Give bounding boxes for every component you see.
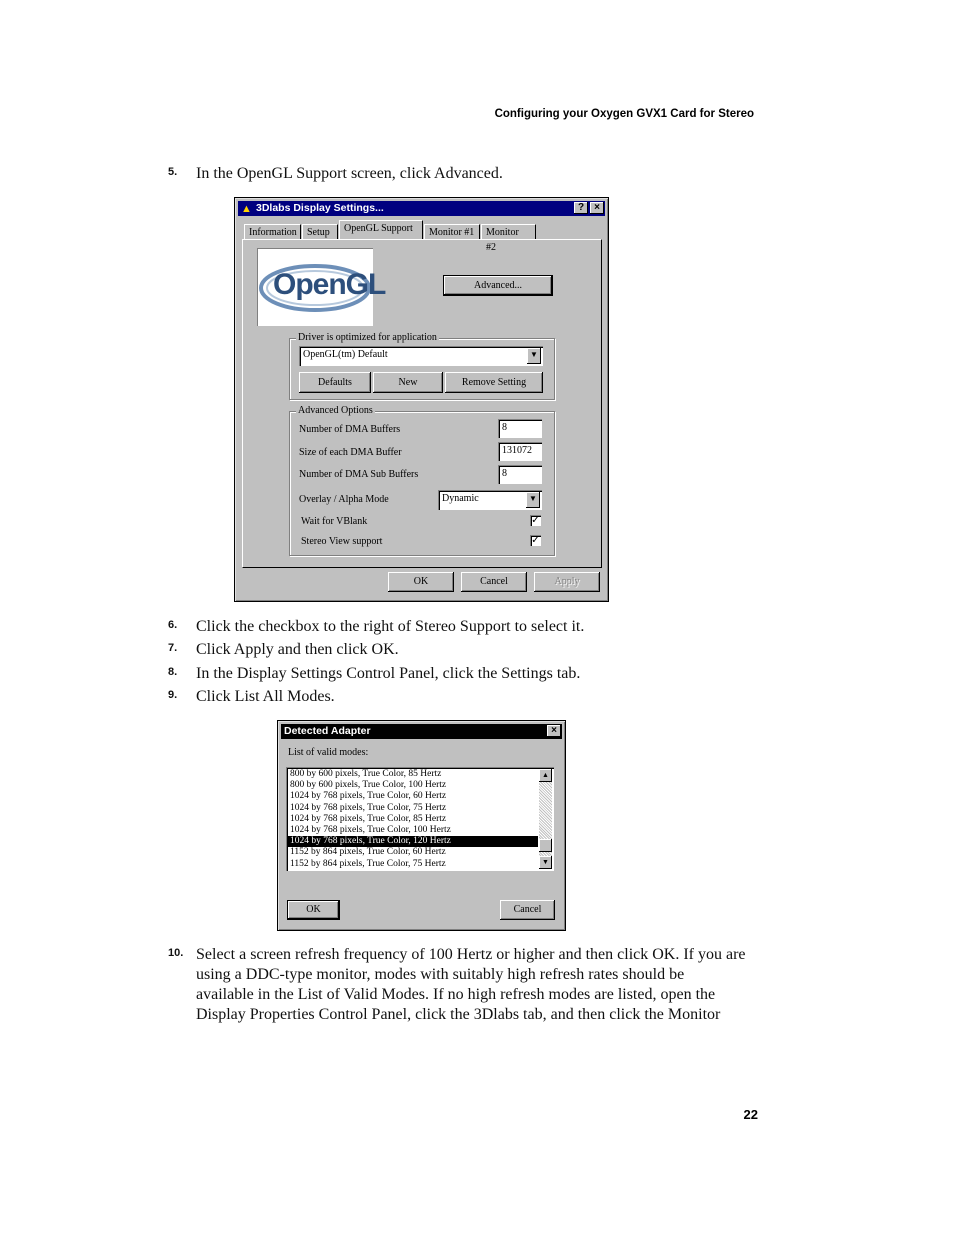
step-text-line: available in the List of Valid Modes. If no high refresh modes are listed, open the xyxy=(196,986,716,1003)
scroll-down-icon[interactable]: ▼ xyxy=(539,856,552,869)
step-number: 5. xyxy=(168,166,178,178)
title-bar xyxy=(238,201,605,216)
list-item[interactable]: 800 by 600 pixels, True Color, 100 Hertz xyxy=(290,780,447,791)
tab-information[interactable]: Information xyxy=(244,224,301,239)
ok-button[interactable]: OK xyxy=(388,572,454,592)
stereo-view-label: Stereo View support xyxy=(301,536,383,547)
step-number: 7. xyxy=(168,642,178,654)
apply-button[interactable]: Apply xyxy=(534,572,600,592)
wait-vblank-checkbox[interactable]: ✓ xyxy=(531,515,540,526)
dma-size-label: Size of each DMA Buffer xyxy=(299,447,402,458)
new-button[interactable]: New xyxy=(373,372,443,393)
valid-modes-list[interactable] xyxy=(286,767,554,871)
step-number: 8. xyxy=(168,666,178,678)
step-text-line: using a DDC-type monitor, modes with suitably high refresh rates should be xyxy=(196,966,685,983)
overlay-mode-label: Overlay / Alpha Mode xyxy=(299,494,389,505)
step-number: 9. xyxy=(168,689,178,701)
help-button[interactable]: ? xyxy=(574,202,588,214)
advanced-button[interactable]: Advanced... xyxy=(443,275,553,296)
list-item[interactable]: 1024 by 768 pixels, True Color, 100 Hertz xyxy=(290,824,451,835)
chevron-down-icon[interactable]: ▼ xyxy=(527,348,541,364)
wait-vblank-label: Wait for VBlank xyxy=(301,516,368,527)
dialog-title: Detected Adapter xyxy=(284,725,371,737)
defaults-button[interactable]: Defaults xyxy=(299,372,371,393)
step-text: Click the checkbox to the right of Stereo Support to select it. xyxy=(196,618,585,635)
cancel-button[interactable]: Cancel xyxy=(461,572,527,592)
valid-modes-label: List of valid modes: xyxy=(288,747,369,758)
logo-text: OpenGL xyxy=(273,268,386,301)
driver-group-label: Driver is optimized for application xyxy=(298,332,437,343)
list-item-selected[interactable]: 1024 by 768 pixels, True Color, 120 Hertz xyxy=(288,836,538,847)
dma-sub-buffers-label: Number of DMA Sub Buffers xyxy=(299,469,419,480)
overlay-mode-select[interactable] xyxy=(438,490,542,510)
tab-monitor-2[interactable]: Monitor #2 xyxy=(481,224,536,239)
title-icon: ▲ xyxy=(241,203,252,215)
step-text: Click Apply and then click OK. xyxy=(196,641,399,658)
running-header: Configuring your Oxygen GVX1 Card for Stereo xyxy=(494,108,754,120)
step-number: 10. xyxy=(168,947,184,959)
step-number: 6. xyxy=(168,619,178,631)
list-item[interactable]: 1024 by 768 pixels, True Color, 60 Hertz xyxy=(290,791,447,802)
list-item[interactable]: 800 by 600 pixels, True Color, 85 Hertz xyxy=(290,769,442,779)
ok-button[interactable]: OK xyxy=(287,900,340,920)
list-item[interactable]: 1024 by 768 pixels, True Color, 85 Hertz xyxy=(290,813,447,824)
page-number: 22 xyxy=(743,1107,758,1122)
dma-size-input[interactable]: 131072 xyxy=(498,442,542,461)
vertical-scrollbar[interactable] xyxy=(539,769,552,869)
remove-setting-button[interactable]: Remove Setting xyxy=(445,372,543,393)
driver-value: OpenGL(tm) Default xyxy=(303,349,388,360)
list-item[interactable]: 1024 by 768 pixels, True Color, 75 Hertz xyxy=(290,802,447,813)
close-button[interactable]: × xyxy=(547,725,561,737)
tab-monitor-1[interactable]: Monitor #1 xyxy=(424,224,480,239)
advanced-options-label: Advanced Options xyxy=(298,405,373,416)
title-bar xyxy=(281,724,562,739)
tab-opengl-support[interactable]: OpenGL Support xyxy=(339,220,423,239)
dialog-title: 3Dlabs Display Settings... xyxy=(256,202,384,214)
cancel-button[interactable]: Cancel xyxy=(500,900,555,920)
stereo-view-checkbox[interactable]: ✓ xyxy=(531,535,540,546)
step-text: Click List All Modes. xyxy=(196,688,335,705)
step-text: In the OpenGL Support screen, click Advanced. xyxy=(196,165,503,182)
list-item[interactable]: 1152 by 864 pixels, True Color, 60 Hertz xyxy=(290,847,446,858)
dma-sub-buffers-input[interactable]: 8 xyxy=(498,465,542,484)
opengl-logo xyxy=(257,248,386,326)
dma-buffers-input[interactable]: 8 xyxy=(498,419,542,438)
scroll-up-icon[interactable]: ▲ xyxy=(539,769,552,782)
tab-setup[interactable]: Setup xyxy=(302,224,338,239)
close-button[interactable]: × xyxy=(590,202,604,214)
chevron-down-icon[interactable]: ▼ xyxy=(526,492,540,508)
list-item[interactable]: 1152 by 864 pixels, True Color, 75 Hertz xyxy=(290,858,446,869)
overlay-mode-value: Dynamic xyxy=(442,493,479,504)
step-text: In the Display Settings Control Panel, click the Settings tab. xyxy=(196,665,581,682)
driver-select[interactable] xyxy=(299,346,543,366)
dma-buffers-label: Number of DMA Buffers xyxy=(299,424,401,435)
step-text-line: Display Properties Control Panel, click the 3Dlabs tab, and then click the Monitor xyxy=(196,1006,721,1023)
scroll-thumb[interactable] xyxy=(539,839,552,852)
step-text-line: Select a screen refresh frequency of 100 Hertz or higher and then click OK. If you are xyxy=(196,946,746,963)
